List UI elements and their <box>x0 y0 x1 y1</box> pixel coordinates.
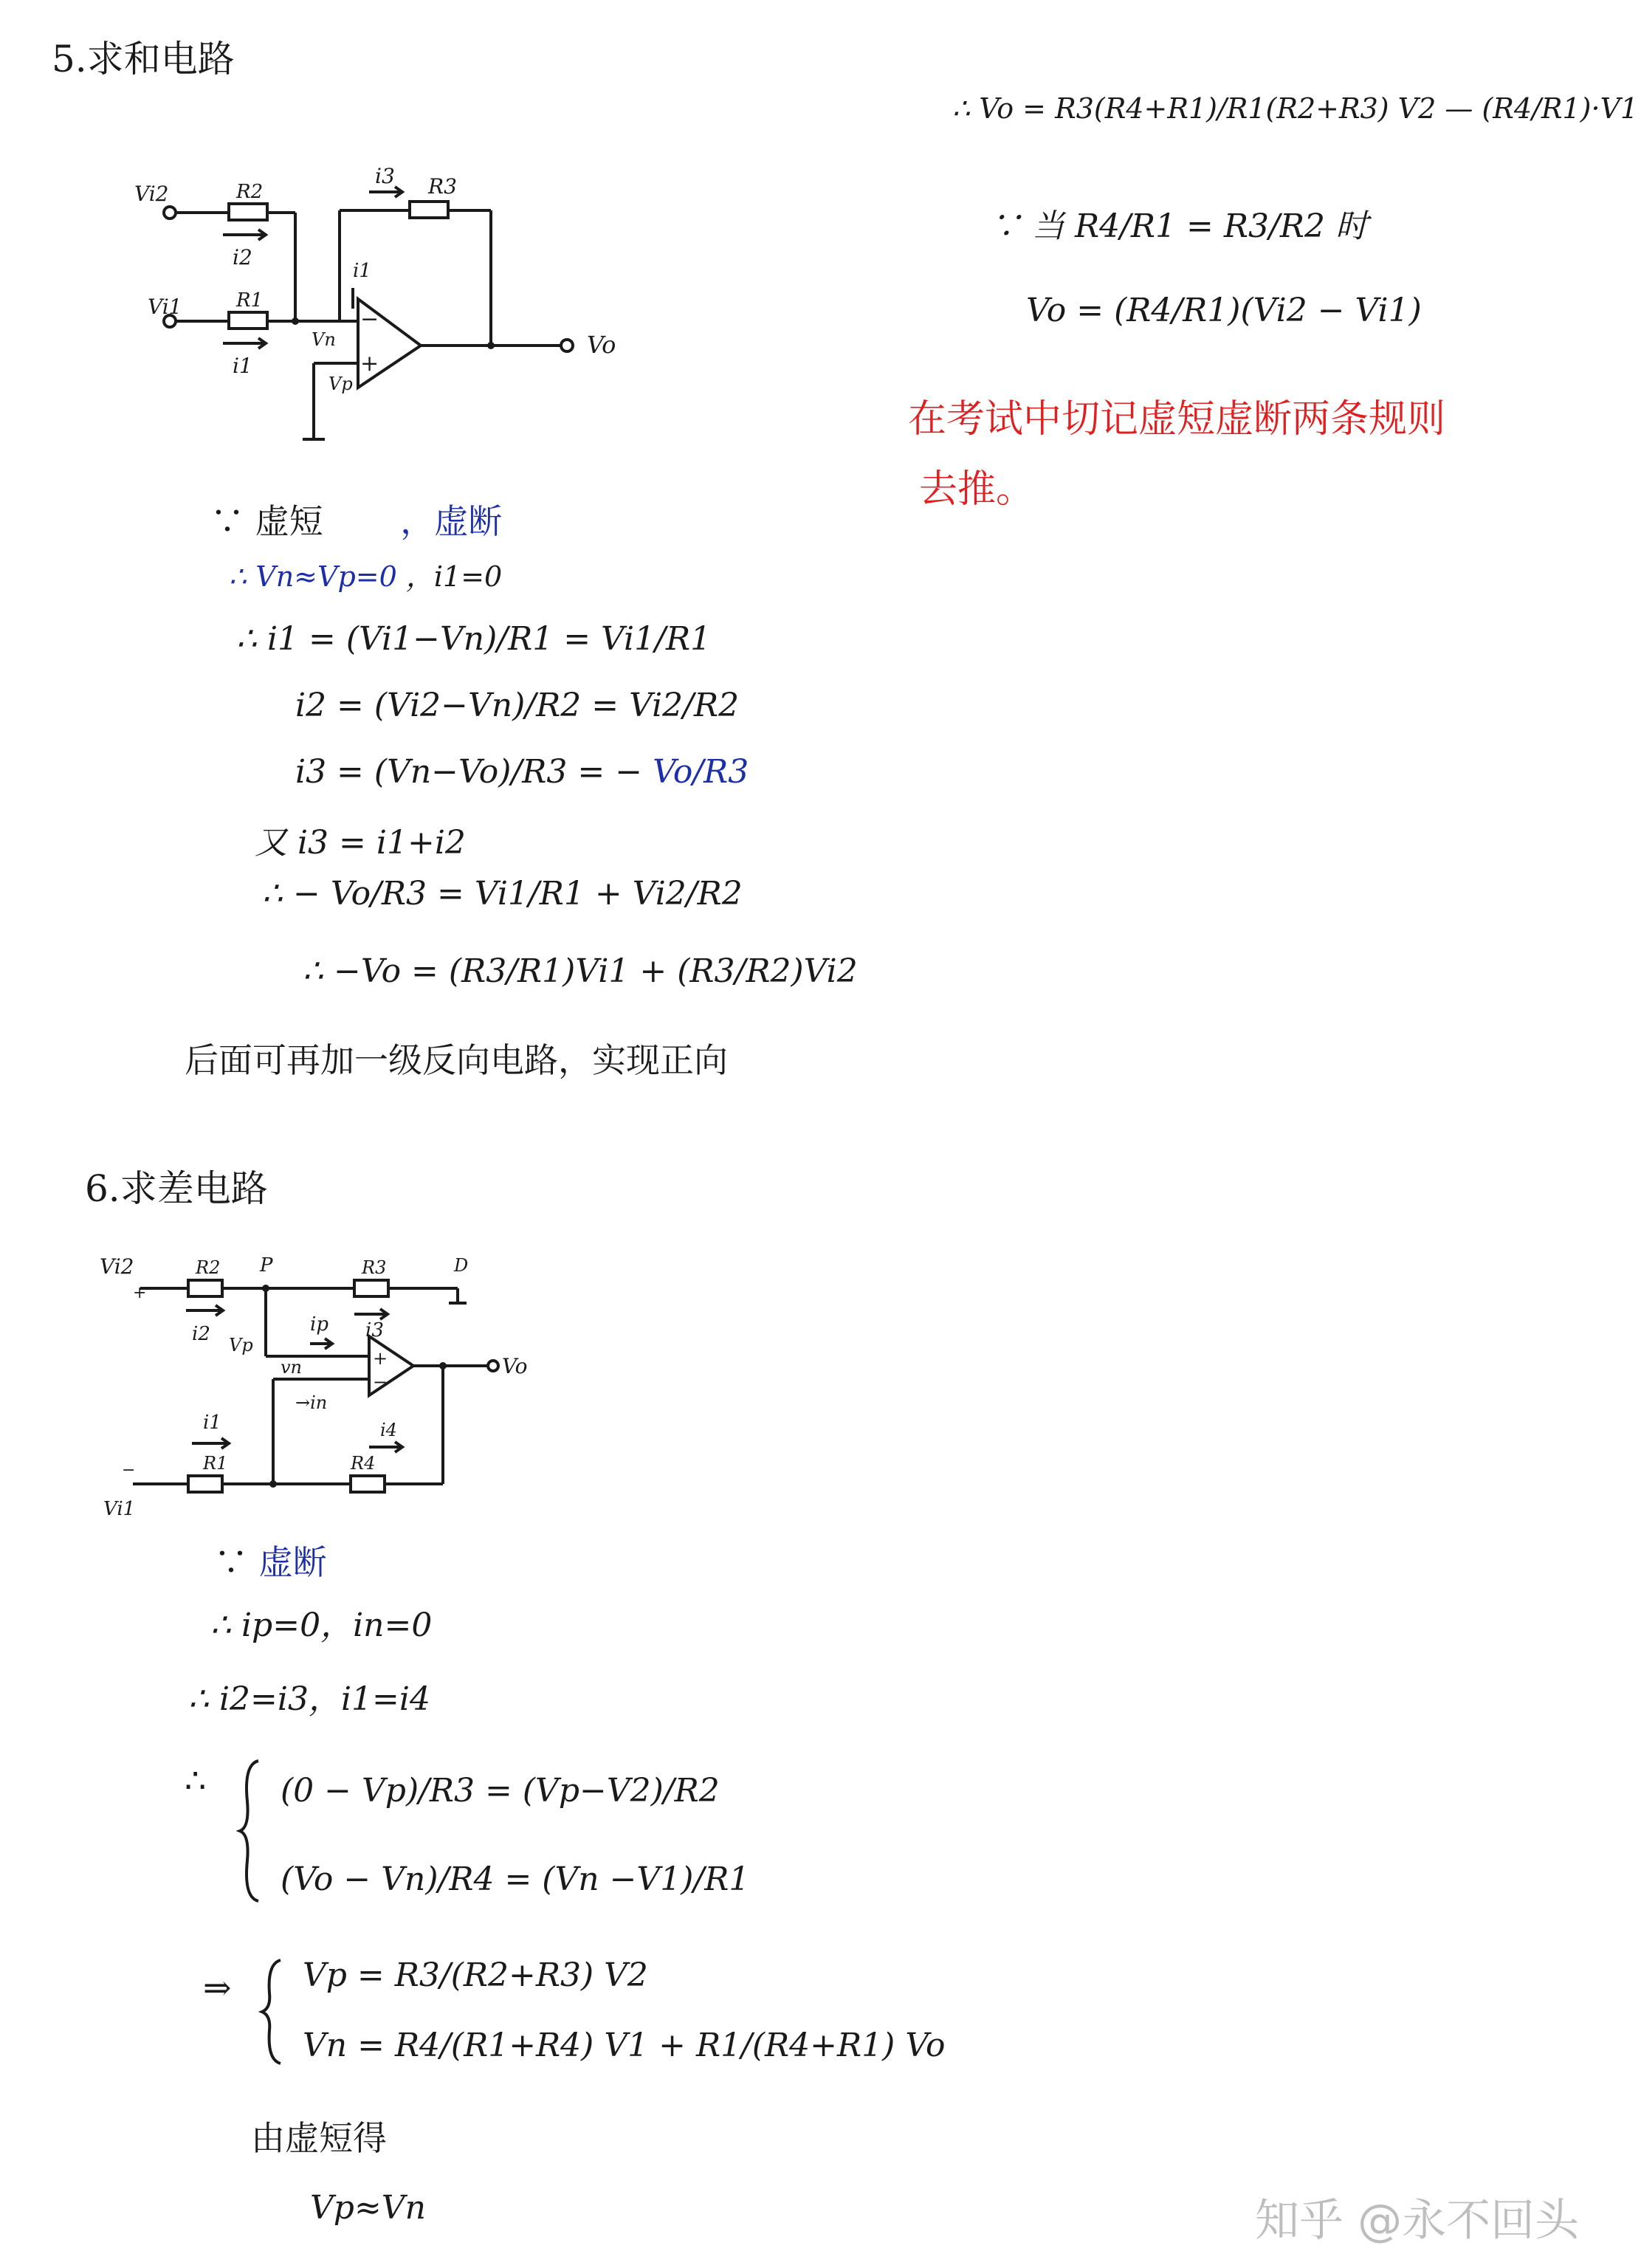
red-note-line1: 在考试中切记虚短虚断两条规则 <box>908 397 1446 441</box>
label-vi1: Vi1 <box>148 295 182 319</box>
label-d: D <box>454 1255 469 1276</box>
label-vp: Vp <box>229 1335 253 1355</box>
label-i1: i1 <box>203 1412 221 1434</box>
label-r3: R3 <box>428 174 457 199</box>
sec6-line7: Vp≈Vn <box>310 2189 426 2227</box>
sec5-line2b: ，i1=0 <box>405 560 503 593</box>
left-brace-1 <box>236 1757 266 1905</box>
label-plus: + <box>133 1284 147 1302</box>
section5-title: 5.求和电路 <box>52 38 235 80</box>
sec6-vn-eq: Vn = R4/(R1+R4) V1 + R1/(R4+R1) Vo <box>303 2027 946 2064</box>
sec5-line5 <box>295 753 749 791</box>
sec6-eq2: (Vo − Vn)/R4 = (Vn −V1)/R1 <box>281 1860 750 1898</box>
label-i2: i2 <box>233 245 252 269</box>
sec6-line1a: ∵ <box>214 1542 248 1582</box>
right-line2: ∵ 当 R4/R1 = R3/R2 时 <box>989 207 1368 245</box>
label-i3: i3 <box>375 164 395 188</box>
label-i2: i2 <box>192 1323 210 1345</box>
sec6-line2: ∴ ip=0，in=0 <box>210 1606 433 1644</box>
label-r1: R1 <box>236 289 264 312</box>
sec5-line4: i2 = (Vi2−Vn)/R2 = Vi2/R2 <box>295 687 740 724</box>
sec5-line7: ∴ − Vo/R3 = Vi1/R1 + Vi2/R2 <box>262 875 743 913</box>
label-p: P <box>260 1254 273 1276</box>
sec6-implies: ⇒ <box>203 1968 232 2007</box>
label-r2: R2 <box>236 181 264 203</box>
sec5-line1b: ，虚断 <box>400 501 503 541</box>
label-vi2: Vi2 <box>100 1254 134 1279</box>
label-in: →in <box>295 1392 328 1413</box>
sec6-line1b: 虚断 <box>258 1542 327 1582</box>
section6-title: 6.求差电路 <box>85 1167 268 1210</box>
sec5-line1a: ∵ 虚短 <box>210 501 323 541</box>
label-i4: i4 <box>380 1420 397 1440</box>
sec5-line5b: Vo/R3 <box>653 753 749 791</box>
svg-text:+: + <box>373 1348 388 1369</box>
sec5-line2a: ∴ Vn≈Vp=0 <box>229 560 397 593</box>
summing-circuit-diagram <box>118 155 782 465</box>
label-r2: R2 <box>196 1257 221 1278</box>
label-vi2: Vi2 <box>134 182 169 206</box>
label-i1: i1 <box>233 354 252 378</box>
left-brace-2 <box>258 1956 288 2067</box>
label-vo: Vo <box>502 1354 528 1378</box>
label-vp: Vp <box>328 374 353 394</box>
sec5-line1 <box>210 495 502 543</box>
sec6-therefore: ∴ <box>185 1761 207 1801</box>
svg-text:+: + <box>360 351 379 377</box>
label-vn: vn <box>281 1357 303 1378</box>
svg-text:−: − <box>373 1372 388 1392</box>
label-minus: − <box>122 1461 136 1480</box>
sec6-line1 <box>214 1536 327 1584</box>
red-note-line2: 去推。 <box>919 467 1035 512</box>
sec5-line2 <box>229 554 502 594</box>
label-vi1: Vi1 <box>103 1498 136 1520</box>
right-line3: Vo = (R4/R1)(Vi2 − Vi1) <box>1026 292 1422 329</box>
label-i3: i3 <box>365 1319 384 1341</box>
sec6-line6: 由虚短得 <box>251 2118 387 2158</box>
label-r1: R1 <box>203 1453 228 1474</box>
sec5-line9: 后面可再加一级反向电路，实现正向 <box>185 1040 728 1080</box>
sec5-line6: 又 i3 = i1+i2 <box>255 824 466 862</box>
sec6-eq1: (0 − Vp)/R3 = (Vp−V2)/R2 <box>281 1772 720 1810</box>
label-vn: Vn <box>312 329 336 350</box>
sec6-vp-eq: Vp = R3/(R2+R3) V2 <box>303 1956 648 1994</box>
label-ii: i1 <box>353 260 371 282</box>
label-vo: Vo <box>587 331 616 359</box>
sec5-line5a: i3 = (Vn−Vo)/R3 = − <box>295 753 643 791</box>
sec6-line3: ∴ i2=i3，i1=i4 <box>188 1680 430 1718</box>
label-r4: R4 <box>351 1453 376 1474</box>
sec5-line8: ∴ −Vo = (R3/R1)Vi1 + (R3/R2)Vi2 <box>303 952 858 990</box>
right-line1: ∴ Vo = R3(R4+R1)/R1(R2+R3) V2 — (R4/R1)·V1 <box>952 92 1639 125</box>
label-r3: R3 <box>362 1257 387 1278</box>
watermark: 知乎 @永不回头 <box>1255 2195 1580 2247</box>
svg-text:−: − <box>360 306 379 332</box>
sec5-line3: ∴ i1 = (Vi1−Vn)/R1 = Vi1/R1 <box>236 620 712 658</box>
difference-circuit-diagram <box>89 1240 605 1550</box>
label-ip: ip <box>310 1313 328 1336</box>
